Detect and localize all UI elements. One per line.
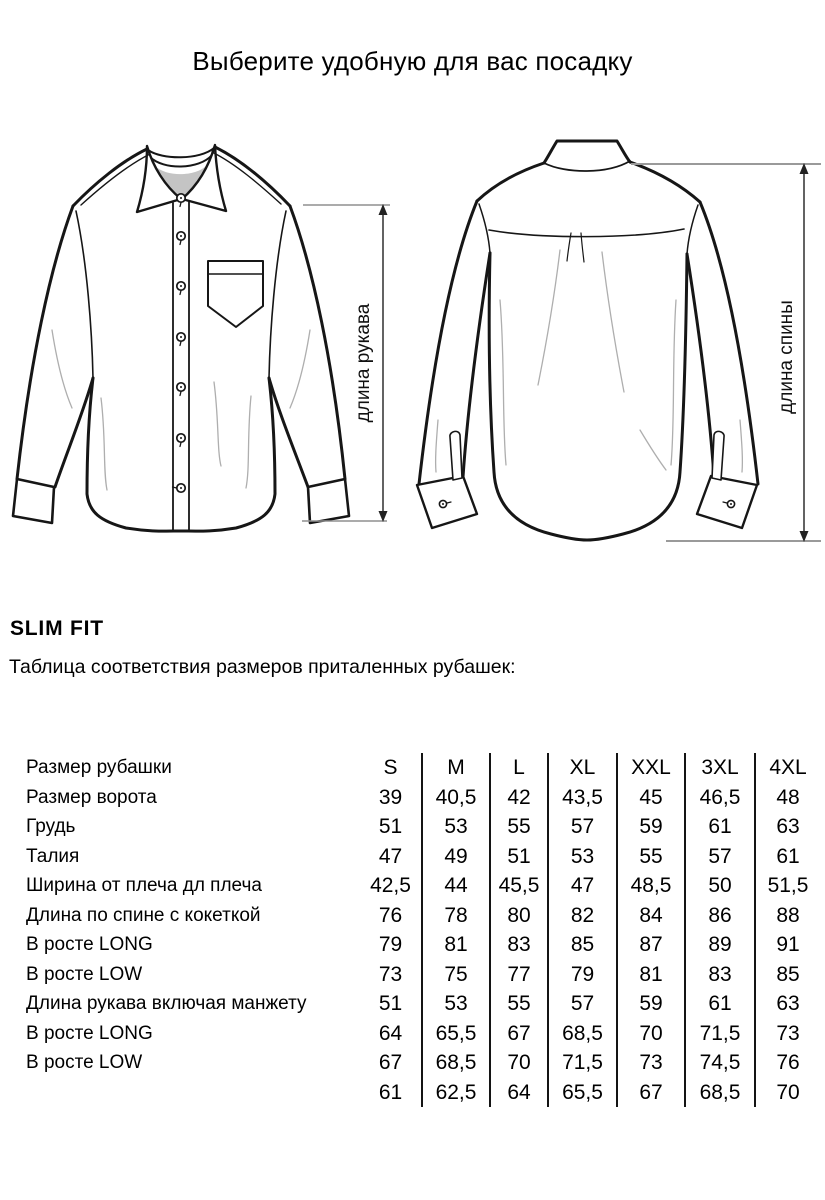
front-buttons: [173, 194, 186, 492]
size-value-cell: 61: [685, 812, 755, 842]
size-value-cell: XXL: [617, 753, 685, 783]
back-fold-lines: [436, 250, 743, 472]
table-subtitle: Таблица соответствия размеров приталенных рубашек:: [9, 656, 516, 678]
size-value-cell: L: [490, 753, 548, 783]
size-table-body: [22, 753, 820, 1107]
size-value-cell: 53: [422, 989, 490, 1019]
size-value-cell: 53: [422, 812, 490, 842]
page-title: Выберите удобную для вас посадку: [192, 46, 633, 76]
size-value-cell: 47: [548, 871, 617, 901]
table-row: [22, 753, 820, 783]
chest-pocket: [208, 261, 263, 327]
size-value-cell: 45,5: [490, 871, 548, 901]
size-value-cell: 42: [490, 783, 548, 813]
size-value-cell: 83: [685, 960, 755, 990]
size-value-cell: 68,5: [422, 1048, 490, 1078]
size-value-cell: 51: [378, 992, 403, 1015]
size-value-cell: M: [422, 753, 490, 783]
back-length-label: длина спины: [776, 300, 797, 414]
size-value-cell: 83: [490, 930, 548, 960]
row-label-cell: В росте LONG: [26, 1022, 153, 1044]
size-value-cell: 78: [422, 901, 490, 931]
size-value-cell: 70: [490, 1048, 548, 1078]
table-row: [22, 1078, 820, 1108]
size-value-cell: 85: [548, 930, 617, 960]
front-left-cuff: [13, 479, 54, 523]
size-value-cell: 61: [685, 989, 755, 1019]
size-value-cell: 61: [378, 1080, 403, 1104]
size-value-cell: 63: [755, 989, 820, 1019]
table-row: [22, 930, 820, 960]
size-value-cell: 81: [617, 960, 685, 990]
row-label-cell: Талия: [26, 845, 80, 867]
size-value-cell: 49: [422, 842, 490, 872]
size-value-cell: 64: [378, 1021, 403, 1045]
size-value-cell: 62,5: [422, 1078, 490, 1108]
row-label-cell: Размер ворота: [26, 786, 157, 808]
size-value-cell: 3XL: [685, 753, 755, 783]
back-left-cuff: [417, 476, 477, 528]
row-label-cell: Ширина от плеча дл плеча: [26, 875, 262, 896]
front-right-cuff: [308, 479, 349, 523]
table-row: [22, 960, 820, 990]
size-value-cell: 42,5: [370, 874, 411, 897]
size-value-cell: 74,5: [685, 1048, 755, 1078]
size-value-cell: 39: [378, 785, 403, 809]
size-value-cell: 70: [755, 1078, 820, 1108]
size-value-cell: 68,5: [548, 1019, 617, 1049]
size-value-cell: 67: [490, 1019, 548, 1049]
sleeve-placket-left: [450, 431, 462, 480]
size-value-cell: 80: [490, 901, 548, 931]
row-label-cell: В росте LONG: [26, 934, 153, 955]
size-value-cell: 81: [422, 930, 490, 960]
size-value-cell: 79: [548, 960, 617, 990]
size-value-cell: 67: [617, 1078, 685, 1108]
size-value-cell: 53: [548, 842, 617, 872]
table-row: [22, 842, 820, 872]
size-value-cell: 57: [548, 989, 617, 1019]
row-label-cell: Длина по спине с кокеткой: [26, 904, 261, 926]
table-row: [22, 1048, 820, 1078]
table-row: [22, 871, 820, 901]
size-value-cell: 68,5: [685, 1078, 755, 1108]
size-value-cell: 84: [617, 901, 685, 931]
size-value-cell: 57: [685, 842, 755, 872]
size-value-cell: 55: [490, 989, 548, 1019]
size-value-cell: 57: [548, 812, 617, 842]
size-value-cell: 48: [755, 783, 820, 813]
size-value-cell: 88: [755, 901, 820, 931]
size-value-cell: 65,5: [548, 1078, 617, 1108]
size-value-cell: 55: [617, 842, 685, 872]
size-value-cell: S: [383, 756, 398, 779]
size-value-cell: 4XL: [755, 753, 820, 783]
shirt-back-illustration: [417, 141, 758, 540]
size-value-cell: 48,5: [617, 871, 685, 901]
back-length-dimension: [631, 163, 821, 542]
yoke-seam: [489, 229, 684, 237]
size-value-cell: 51: [378, 815, 403, 838]
size-value-cell: 91: [755, 930, 820, 960]
size-value-cell: 61: [755, 842, 820, 872]
size-value-cell: 55: [490, 812, 548, 842]
fit-heading: SLIM FIT: [10, 617, 104, 640]
back-right-cuff: [697, 476, 757, 528]
size-value-cell: 46,5: [685, 783, 755, 813]
shirt-front-illustration: [13, 145, 349, 531]
size-value-cell: 73: [755, 1019, 820, 1049]
size-value-cell: 79: [378, 933, 403, 956]
size-value-cell: 47: [378, 844, 403, 868]
cuff-buttons: [439, 500, 734, 507]
size-value-cell: 67: [378, 1051, 403, 1074]
size-value-cell: 59: [617, 989, 685, 1019]
size-value-cell: 75: [422, 960, 490, 990]
table-row: [22, 812, 820, 842]
row-label-cell: Длина рукава включая манжету: [26, 993, 307, 1014]
size-value-cell: 70: [617, 1019, 685, 1049]
size-value-cell: 51: [490, 842, 548, 872]
size-value-cell: 76: [755, 1048, 820, 1078]
row-label-cell: Размер рубашки: [26, 757, 172, 778]
table-row: [22, 901, 820, 931]
size-value-cell: XL: [548, 753, 617, 783]
size-value-cell: 43,5: [548, 783, 617, 813]
sleeve-placket-right: [712, 431, 724, 480]
size-value-cell: 73: [378, 962, 403, 986]
table-row: [22, 783, 820, 813]
row-label-cell: [22, 1078, 360, 1108]
row-label-cell: Грудь: [26, 816, 76, 837]
size-value-cell: 87: [617, 930, 685, 960]
size-value-cell: 76: [378, 903, 403, 927]
size-value-cell: 86: [685, 901, 755, 931]
size-value-cell: 71,5: [548, 1048, 617, 1078]
size-value-cell: 44: [422, 871, 490, 901]
size-value-cell: 85: [755, 960, 820, 990]
size-value-cell: 51,5: [755, 871, 820, 901]
size-value-cell: 63: [755, 812, 820, 842]
size-value-cell: 59: [617, 812, 685, 842]
size-table: [22, 753, 820, 1107]
row-label-cell: В росте LOW: [26, 1052, 143, 1073]
size-value-cell: 40,5: [422, 783, 490, 813]
size-value-cell: 64: [490, 1078, 548, 1108]
size-value-cell: 82: [548, 901, 617, 931]
size-value-cell: 77: [490, 960, 548, 990]
size-value-cell: 65,5: [422, 1019, 490, 1049]
size-value-cell: 50: [685, 871, 755, 901]
table-row: [22, 1019, 820, 1049]
size-value-cell: 89: [685, 930, 755, 960]
size-value-cell: 45: [617, 783, 685, 813]
size-value-cell: 73: [617, 1048, 685, 1078]
row-label-cell: В росте LOW: [26, 963, 143, 985]
table-row: [22, 989, 820, 1019]
size-value-cell: 71,5: [685, 1019, 755, 1049]
sleeve-length-label: длина рукава: [353, 303, 374, 423]
